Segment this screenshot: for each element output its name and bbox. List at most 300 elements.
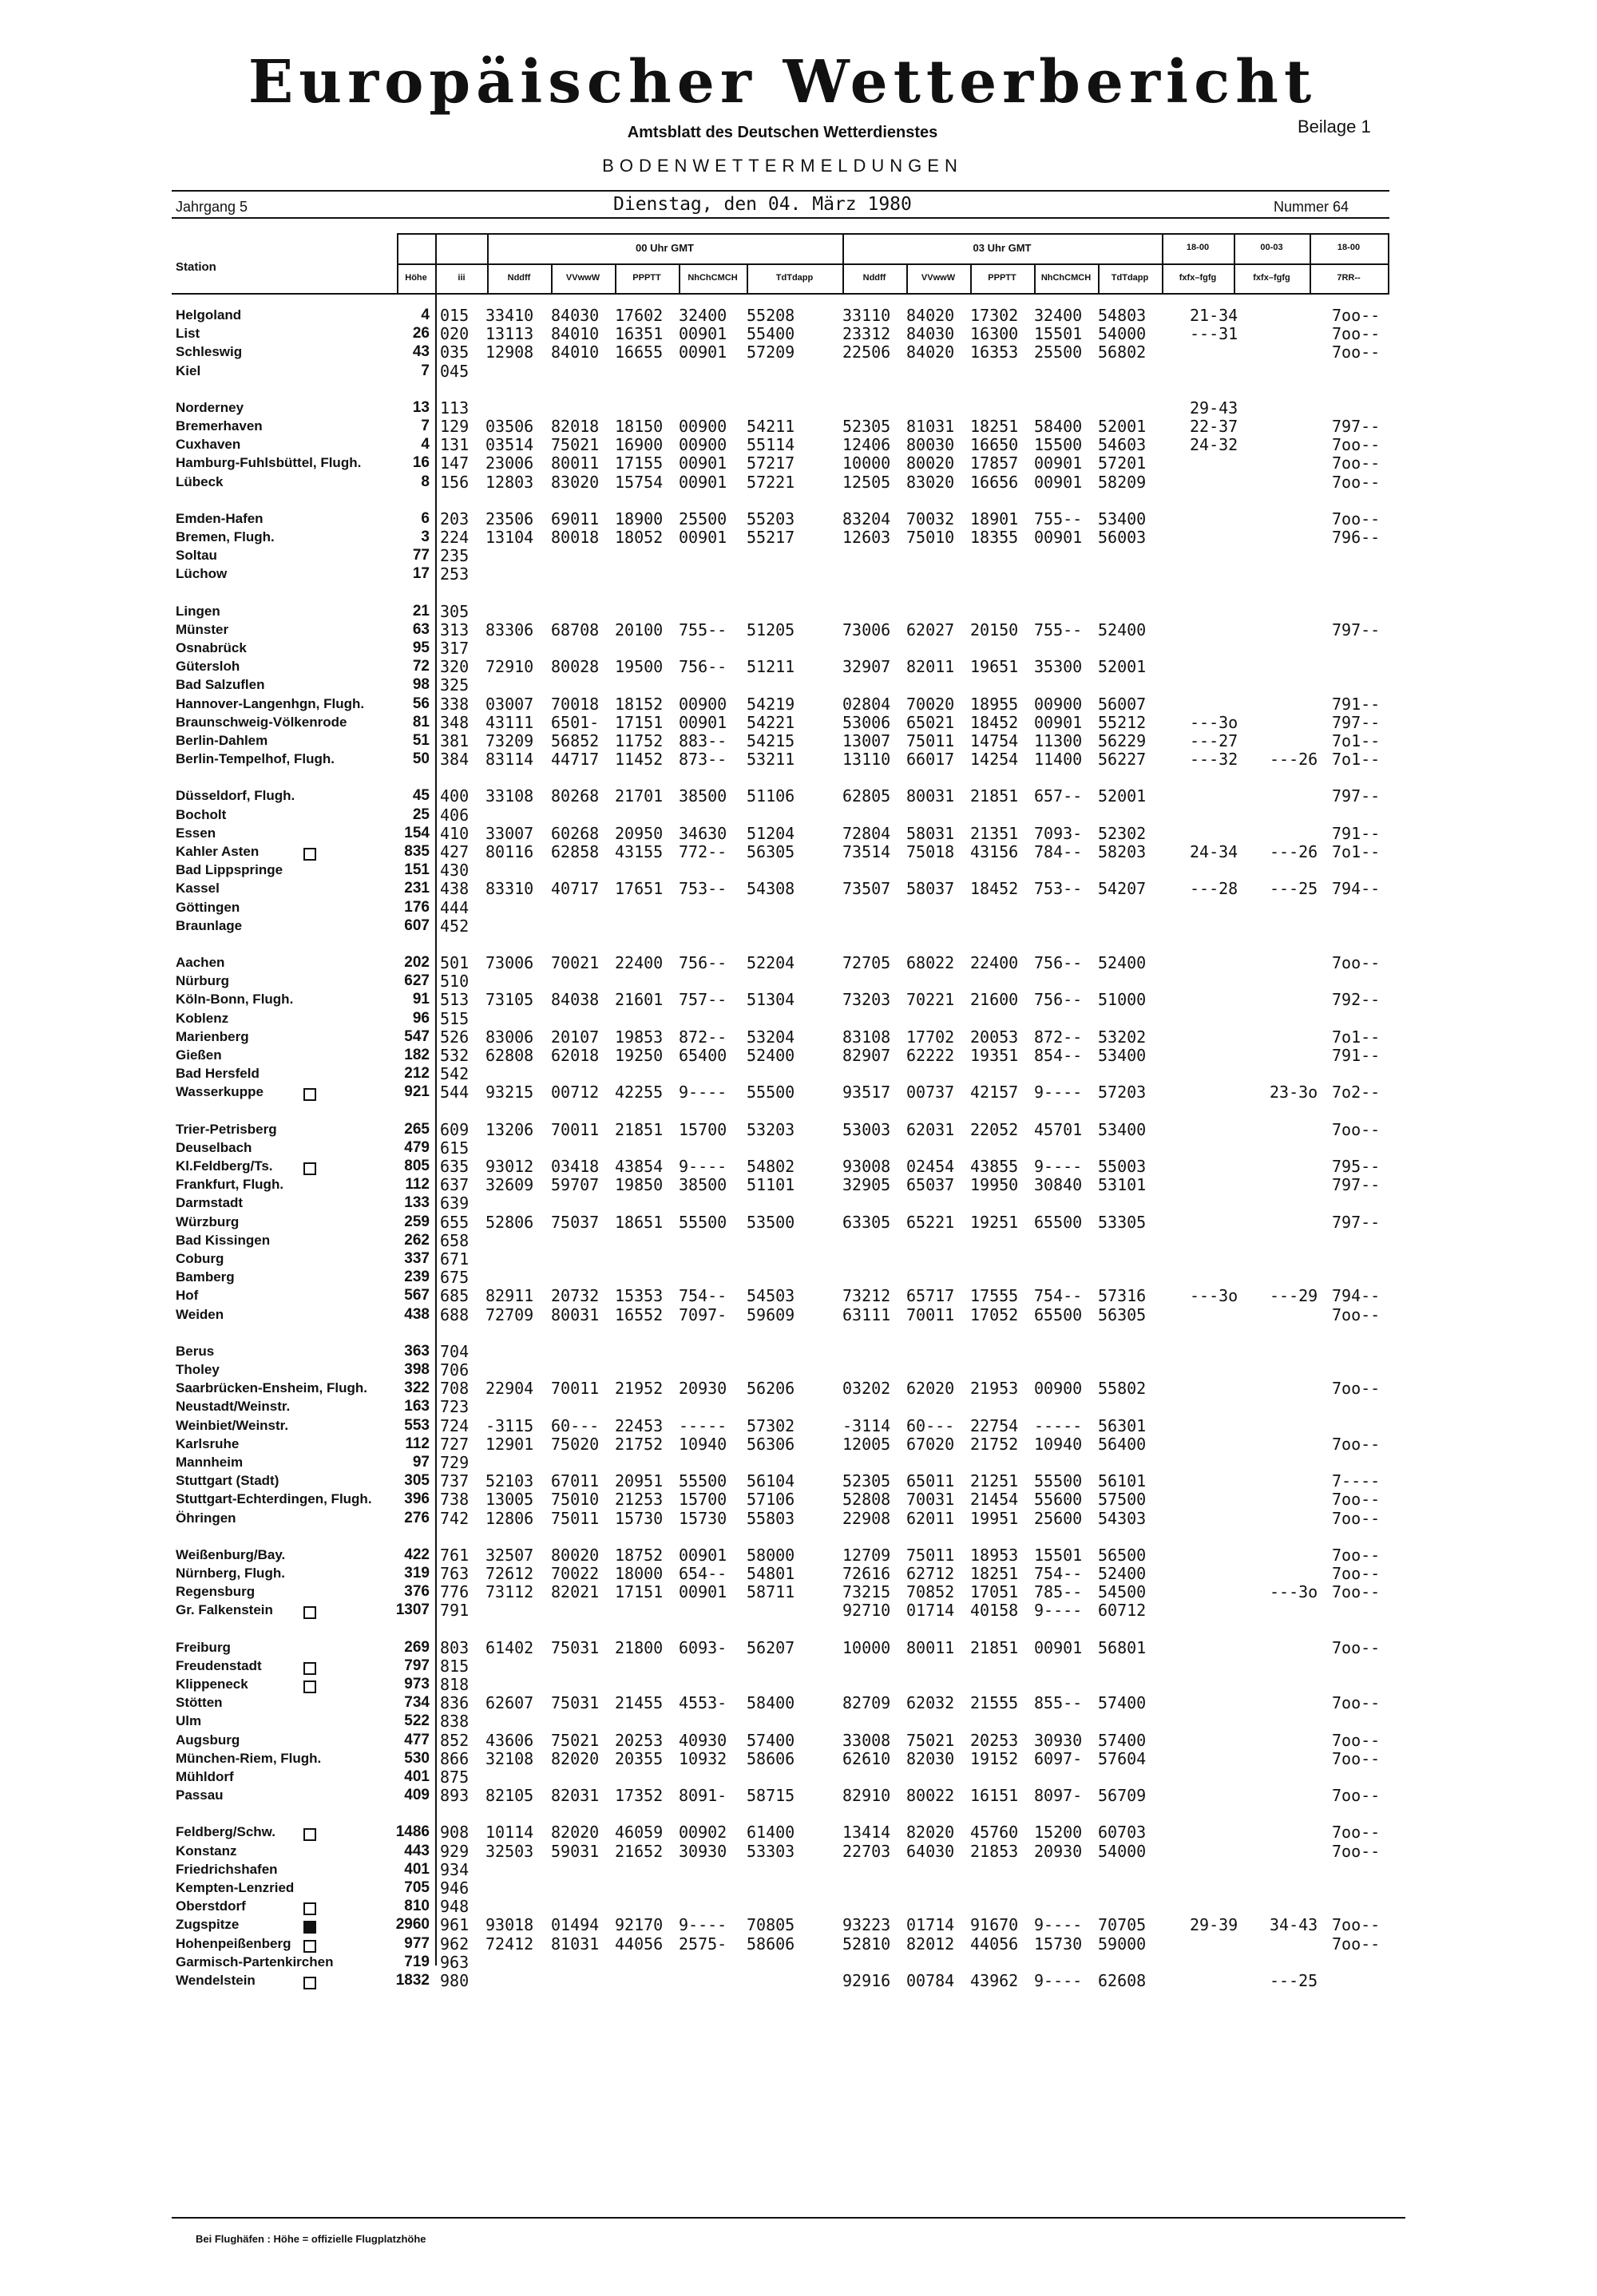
station-name: Frankfurt, Flugh. (176, 1177, 284, 1192)
obs-03-group-4: 872-- (1034, 1027, 1083, 1047)
sub-header-03-2: VVwwW (921, 273, 956, 283)
obs-00-group-4: 40930 (679, 1731, 727, 1750)
station-height: 7 (421, 362, 430, 379)
obs-03-group-1: 12005 (842, 1435, 891, 1454)
obs-00-group-2: 82031 (551, 1786, 600, 1805)
obs-03-group-4: 00900 (1034, 695, 1083, 714)
gust-18-00: 24-34 (1190, 842, 1238, 861)
precip-18-00: 7oo-- (1332, 1915, 1381, 1934)
obs-00-group-3: 19500 (615, 657, 664, 676)
station-index: 410 (440, 824, 470, 843)
precip-18-00: 7oo-- (1332, 1379, 1381, 1398)
obs-03-group-3: 20253 (970, 1731, 1019, 1750)
obs-03-group-3: 44056 (970, 1934, 1019, 1954)
obs-03-group-2: 84020 (906, 342, 955, 362)
obs-03-group-4: 755-- (1034, 509, 1083, 528)
station-index: 015 (440, 306, 470, 325)
obs-00-group-2: 75020 (551, 1435, 600, 1454)
obs-00-group-2: 40717 (551, 879, 600, 898)
obs-00-group-2: 84038 (551, 990, 600, 1009)
obs-00-group-3: 19850 (615, 1175, 664, 1194)
station-index: 400 (440, 786, 470, 806)
station-name: Bad Kissingen (176, 1233, 271, 1248)
obs-03-group-2: 60--- (906, 1416, 955, 1435)
obs-00-group-5: 57106 (747, 1490, 795, 1509)
gust-18-00: 29-39 (1190, 1915, 1238, 1934)
obs-03-group-3: 21454 (970, 1490, 1019, 1509)
station-index: 908 (440, 1823, 470, 1842)
obs-00-group-3: 21253 (615, 1490, 664, 1509)
obs-03-group-1: 72804 (842, 824, 891, 843)
obs-03-group-3: 18355 (970, 528, 1019, 547)
station-height: 45 (412, 787, 430, 804)
obs-03-group-5: 57400 (1098, 1693, 1147, 1712)
obs-00-group-2: 80028 (551, 657, 600, 676)
obs-03-group-3: 42157 (970, 1083, 1019, 1102)
obs-03-group-5: 52400 (1098, 953, 1147, 972)
station-height: 17 (412, 565, 430, 582)
table-row (0, 1731, 1597, 1750)
station-name: Gießen (176, 1047, 222, 1063)
table-row (0, 1675, 1597, 1694)
station-height: 363 (404, 1343, 430, 1360)
station-height: 805 (404, 1158, 430, 1174)
station-index: 761 (440, 1546, 470, 1565)
obs-03-group-4: 9---- (1034, 1157, 1083, 1176)
obs-03-group-3: 21555 (970, 1693, 1019, 1712)
obs-03-group-5: 56301 (1098, 1416, 1147, 1435)
obs-00-group-4: 30930 (679, 1842, 727, 1861)
station-height: 13 (412, 399, 430, 416)
station-index: 338 (440, 695, 470, 714)
obs-00-group-5: 58606 (747, 1749, 795, 1768)
station-name: Cuxhaven (176, 437, 241, 452)
obs-00-group-5: 51101 (747, 1175, 795, 1194)
obs-03-group-3: 43962 (970, 1971, 1019, 1990)
obs-03-group-1: 92916 (842, 1971, 891, 1990)
obs-03-group-1: 73514 (842, 842, 891, 861)
obs-00-group-4: 25500 (679, 509, 727, 528)
obs-00-group-3: 92170 (615, 1915, 664, 1934)
obs-03-group-2: 62712 (906, 1564, 955, 1583)
station-height: 265 (404, 1121, 430, 1138)
station-height: 63 (412, 621, 430, 638)
station-name: Marienberg (176, 1029, 249, 1044)
obs-00-group-5: 53303 (747, 1842, 795, 1861)
square-icon (303, 1902, 316, 1916)
table-row (0, 1657, 1597, 1676)
obs-00-group-2: 75021 (551, 435, 600, 454)
obs-00-group-1: 32503 (485, 1842, 534, 1861)
obs-00-group-1: 33410 (485, 306, 534, 325)
station-index: 948 (440, 1897, 470, 1916)
station-height: 337 (404, 1250, 430, 1267)
station-name: Hamburg-Fuhlsbüttel, Flugh. (176, 455, 362, 470)
obs-03-group-3: 20150 (970, 620, 1019, 639)
obs-03-group-2: 82011 (906, 657, 955, 676)
station-height: 72 (412, 658, 430, 675)
table-row (0, 1860, 1597, 1879)
obs-00-group-4: 772-- (679, 842, 727, 861)
obs-00-group-2: 75011 (551, 1509, 600, 1528)
obs-00-group-2: 59707 (551, 1175, 600, 1194)
station-name: Gütersloh (176, 659, 240, 674)
gust-18-00: ---28 (1190, 879, 1238, 898)
station-name: Bocholt (176, 807, 227, 822)
station-index: 963 (440, 1953, 470, 1972)
obs-03-group-2: 58037 (906, 879, 955, 898)
station-name: Passau (176, 1787, 224, 1803)
obs-03-group-5: 62608 (1098, 1971, 1147, 1990)
station-name: Stötten (176, 1695, 223, 1710)
obs-00-group-2: 59031 (551, 1842, 600, 1861)
obs-03-group-5: 53400 (1098, 1046, 1147, 1065)
obs-00-group-3: 16351 (615, 324, 664, 343)
station-height: 319 (404, 1565, 430, 1581)
obs-03-group-4: 45701 (1034, 1120, 1083, 1139)
table-row (0, 1046, 1597, 1065)
square-icon (303, 1827, 316, 1842)
obs-00-group-3: 43854 (615, 1157, 664, 1176)
station-name: Weiden (176, 1307, 224, 1322)
table-row (0, 1138, 1597, 1158)
station-index: 675 (440, 1268, 470, 1287)
obs-00-group-2: 00712 (551, 1083, 600, 1102)
obs-00-group-1: 93215 (485, 1083, 534, 1102)
station-name: Braunlage (176, 918, 243, 933)
station-height: 1832 (395, 1972, 430, 1989)
obs-00-group-3: 19853 (615, 1027, 664, 1047)
obs-00-group-4: 873-- (679, 750, 727, 769)
obs-00-group-4: 00901 (679, 342, 727, 362)
station-height: 91 (412, 991, 430, 1007)
gust-18-00: 21-34 (1190, 306, 1238, 325)
obs-00-group-4: 753-- (679, 879, 727, 898)
station-index: 706 (440, 1360, 470, 1380)
obs-00-group-5: 55803 (747, 1509, 795, 1528)
station-name: Öhringen (176, 1510, 236, 1526)
obs-03-group-5: 53400 (1098, 1120, 1147, 1139)
precip-18-00: 7oo-- (1332, 1638, 1381, 1657)
precip-18-00: 7oo-- (1332, 1934, 1381, 1954)
obs-03-group-2: 17702 (906, 1027, 955, 1047)
station-index: 131 (440, 435, 470, 454)
obs-00-group-3: 18900 (615, 509, 664, 528)
sub-header-00-1: Nddff (507, 273, 531, 283)
table-row (0, 990, 1597, 1009)
table-row (0, 1231, 1597, 1250)
obs-00-group-1: 72910 (485, 657, 534, 676)
station-index: 738 (440, 1490, 470, 1509)
station-name: Zugspitze (176, 1917, 240, 1932)
station-name: Berlin-Dahlem (176, 733, 268, 748)
obs-00-group-5: 58400 (747, 1693, 795, 1712)
obs-00-group-2: 68708 (551, 620, 600, 639)
table-row (0, 1286, 1597, 1305)
station-index: 515 (440, 1009, 470, 1028)
obs-00-group-2: 67011 (551, 1471, 600, 1490)
obs-00-group-5: 51204 (747, 824, 795, 843)
obs-03-group-1: 12505 (842, 473, 891, 492)
station-height: 443 (404, 1843, 430, 1859)
table-row (0, 657, 1597, 676)
obs-03-group-1: 13110 (842, 750, 891, 769)
obs-03-group-2: 65037 (906, 1175, 955, 1194)
station-name: Neustadt/Weinstr. (176, 1399, 291, 1414)
obs-00-group-4: 9---- (679, 1157, 727, 1176)
obs-00-group-5: 52204 (747, 953, 795, 972)
obs-00-group-5: 58606 (747, 1934, 795, 1954)
station-height: 921 (404, 1083, 430, 1100)
station-index: 776 (440, 1582, 470, 1601)
obs-03-group-2: 80031 (906, 786, 955, 806)
obs-00-group-1: 82911 (485, 1286, 534, 1305)
station-name: Soltau (176, 548, 217, 563)
station-index: 946 (440, 1878, 470, 1898)
station-index: 235 (440, 546, 470, 565)
station-height: 522 (404, 1712, 430, 1729)
obs-03-group-4: 35300 (1034, 657, 1083, 676)
station-height: 163 (404, 1398, 430, 1415)
obs-00-group-5: 57302 (747, 1416, 795, 1435)
obs-00-group-5: 53500 (747, 1213, 795, 1232)
obs-03-group-5: 52400 (1098, 620, 1147, 639)
obs-03-group-2: 75011 (906, 731, 955, 750)
obs-00-group-3: 15754 (615, 473, 664, 492)
obs-03-group-5: 54500 (1098, 1582, 1147, 1601)
station-name: Coburg (176, 1251, 224, 1266)
station-index: 704 (440, 1342, 470, 1361)
obs-00-group-1: 73006 (485, 953, 534, 972)
obs-03-group-3: 21851 (970, 1638, 1019, 1657)
obs-03-group-3: 19951 (970, 1509, 1019, 1528)
obs-03-group-1: 22703 (842, 1842, 891, 1861)
station-index: 113 (440, 398, 470, 418)
station-name: Essen (176, 825, 216, 841)
station-name: Münster (176, 622, 229, 637)
station-height: 176 (404, 899, 430, 916)
station-name: Wendelstein (176, 1973, 256, 1988)
obs-00-group-4: 00901 (679, 473, 727, 492)
table-row (0, 546, 1597, 565)
table-row (0, 1268, 1597, 1287)
obs-03-group-3: 21251 (970, 1471, 1019, 1490)
obs-00-group-1: 12901 (485, 1435, 534, 1454)
obs-00-group-3: 11452 (615, 750, 664, 769)
station-name: Lingen (176, 604, 220, 619)
station-index: 615 (440, 1138, 470, 1158)
precip-18-00: 794-- (1332, 1286, 1381, 1305)
precip-18-00: 7oo-- (1332, 1546, 1381, 1565)
obs-00-group-2: 56852 (551, 731, 600, 750)
obs-03-group-4: 9---- (1034, 1915, 1083, 1934)
station-height: 154 (404, 825, 430, 841)
station-name: Hannover-Langenhgn, Flugh. (176, 696, 365, 711)
station-height: 3 (421, 528, 430, 545)
obs-00-group-5: 57400 (747, 1731, 795, 1750)
obs-03-group-3: 18901 (970, 509, 1019, 528)
table-row (0, 1934, 1597, 1954)
station-name: Wasserkuppe (176, 1084, 264, 1099)
obs-03-group-3: 16151 (970, 1786, 1019, 1805)
obs-03-group-2: 75018 (906, 842, 955, 861)
obs-03-group-4: 8097- (1034, 1786, 1083, 1805)
station-name: Feldberg/Schw. (176, 1824, 276, 1839)
obs-00-group-4: 32400 (679, 306, 727, 325)
obs-03-group-5: 54603 (1098, 435, 1147, 454)
obs-03-group-2: 65717 (906, 1286, 955, 1305)
table-row (0, 1305, 1597, 1324)
obs-00-group-3: 17151 (615, 1582, 664, 1601)
table-row (0, 1120, 1597, 1139)
obs-03-group-5: 56007 (1098, 695, 1147, 714)
obs-00-group-4: 15700 (679, 1120, 727, 1139)
table-row (0, 1157, 1597, 1176)
obs-00-group-1: 23506 (485, 509, 534, 528)
precip-18-00: 7oo-- (1332, 342, 1381, 362)
obs-00-group-4: 55500 (679, 1213, 727, 1232)
station-height: 810 (404, 1898, 430, 1914)
obs-00-group-3: 16655 (615, 342, 664, 362)
obs-03-group-1: 12709 (842, 1546, 891, 1565)
obs-03-group-2: 82020 (906, 1823, 955, 1842)
obs-03-group-3: 43855 (970, 1157, 1019, 1176)
obs-03-group-2: 00737 (906, 1083, 955, 1102)
obs-00-group-3: 18152 (615, 695, 664, 714)
table-row (0, 1564, 1597, 1583)
obs-03-group-5: 54000 (1098, 1842, 1147, 1861)
obs-00-group-4: 55500 (679, 1471, 727, 1490)
obs-03-group-1: 13007 (842, 731, 891, 750)
obs-03-group-2: 84020 (906, 306, 955, 325)
obs-00-group-3: 21601 (615, 990, 664, 1009)
table-row (0, 953, 1597, 972)
station-height: 51 (412, 732, 430, 749)
station-height: 239 (404, 1269, 430, 1285)
obs-00-group-2: 70011 (551, 1120, 600, 1139)
station-name: Weißenburg/Bay. (176, 1547, 286, 1562)
station-name: Garmisch-Partenkirchen (176, 1954, 334, 1969)
obs-00-group-1: 80116 (485, 842, 534, 861)
obs-03-group-1: 02804 (842, 695, 891, 714)
station-column-header: Station (176, 260, 216, 274)
obs-00-group-1: 93012 (485, 1157, 534, 1176)
obs-00-group-2: 75031 (551, 1693, 600, 1712)
table-row (0, 1546, 1597, 1565)
precip-18-00: 7oo-- (1332, 1564, 1381, 1583)
sub-header-00-4: NhChCMCH (688, 273, 738, 283)
obs-03-group-4: 753-- (1034, 879, 1083, 898)
station-index: 129 (440, 417, 470, 436)
obs-03-group-1: 72616 (842, 1564, 891, 1583)
station-index: 688 (440, 1305, 470, 1324)
station-name: Nürburg (176, 973, 230, 988)
obs-03-group-5: 57400 (1098, 1731, 1147, 1750)
sub-header-03-5: TdTdapp (1111, 273, 1149, 283)
obs-03-group-2: 70031 (906, 1490, 955, 1509)
obs-03-group-2: 62222 (906, 1046, 955, 1065)
station-height: 973 (404, 1676, 430, 1692)
station-name: Darmstadt (176, 1195, 244, 1210)
nummer-label: Nummer 64 (1274, 199, 1349, 215)
obs-00-group-4: 6093- (679, 1638, 727, 1657)
obs-00-group-1: 82105 (485, 1786, 534, 1805)
table-row (0, 1953, 1597, 1972)
obs-03-group-1: 12406 (842, 435, 891, 454)
table-row (0, 861, 1597, 880)
obs-03-group-2: 70221 (906, 990, 955, 1009)
station-name: Norderney (176, 400, 244, 415)
station-height: 259 (404, 1213, 430, 1230)
obs-00-group-1: 32609 (485, 1175, 534, 1194)
obs-03-group-2: 68022 (906, 953, 955, 972)
obs-03-group-5: 52001 (1098, 657, 1147, 676)
station-height: 553 (404, 1417, 430, 1434)
obs-00-group-1: 33007 (485, 824, 534, 843)
obs-03-group-4: 755-- (1034, 620, 1083, 639)
station-index: 838 (440, 1712, 470, 1731)
obs-03-group-2: 02454 (906, 1157, 955, 1176)
table-row (0, 1009, 1597, 1028)
obs-00-group-4: 00900 (679, 435, 727, 454)
station-name: Freiburg (176, 1640, 231, 1655)
gust-18-00: ---31 (1190, 324, 1238, 343)
precip-18-00: 7o2-- (1332, 1083, 1381, 1102)
station-index: 961 (440, 1915, 470, 1934)
obs-00-group-5: 57221 (747, 473, 795, 492)
station-index: 513 (440, 990, 470, 1009)
table-row (0, 898, 1597, 917)
obs-03-group-4: 55600 (1034, 1490, 1083, 1509)
obs-00-group-4: 00901 (679, 528, 727, 547)
obs-00-group-5: 54802 (747, 1157, 795, 1176)
obs-00-group-3: 17602 (615, 306, 664, 325)
obs-00-group-4: 00901 (679, 1546, 727, 1565)
station-height: 50 (412, 750, 430, 767)
obs-03-group-2: 82030 (906, 1749, 955, 1768)
station-height: 95 (412, 639, 430, 656)
sub-header-00-2: VVwwW (565, 273, 600, 283)
obs-00-group-3: 21851 (615, 1120, 664, 1139)
table-row (0, 1064, 1597, 1083)
table-row (0, 1693, 1597, 1712)
obs-03-group-1: 62805 (842, 786, 891, 806)
obs-03-group-4: 10940 (1034, 1435, 1083, 1454)
obs-00-group-1: 33108 (485, 786, 534, 806)
obs-00-group-4: 756-- (679, 953, 727, 972)
precip-18-00: 7oo-- (1332, 1823, 1381, 1842)
obs-00-group-4: 38500 (679, 1175, 727, 1194)
station-name: Trier-Petrisberg (176, 1122, 277, 1137)
obs-00-group-2: 60268 (551, 824, 600, 843)
precip-18-00: 7oo-- (1332, 953, 1381, 972)
obs-00-group-3: 15730 (615, 1509, 664, 1528)
obs-00-group-3: 18052 (615, 528, 664, 547)
obs-03-group-1: 92710 (842, 1601, 891, 1620)
table-row (0, 786, 1597, 806)
table-row (0, 1842, 1597, 1861)
obs-00-group-4: 7097- (679, 1305, 727, 1324)
precip-18-00: 7oo-- (1332, 1786, 1381, 1805)
obs-03-group-1: 93517 (842, 1083, 891, 1102)
obs-00-group-3: 17352 (615, 1786, 664, 1805)
precip-18-00: 7oo-- (1332, 1749, 1381, 1768)
station-name: Oberstdorf (176, 1898, 246, 1914)
obs-00-group-5: 54221 (747, 713, 795, 732)
station-height: 977 (404, 1935, 430, 1952)
obs-03-group-5: 53400 (1098, 509, 1147, 528)
station-height: 438 (404, 1306, 430, 1323)
